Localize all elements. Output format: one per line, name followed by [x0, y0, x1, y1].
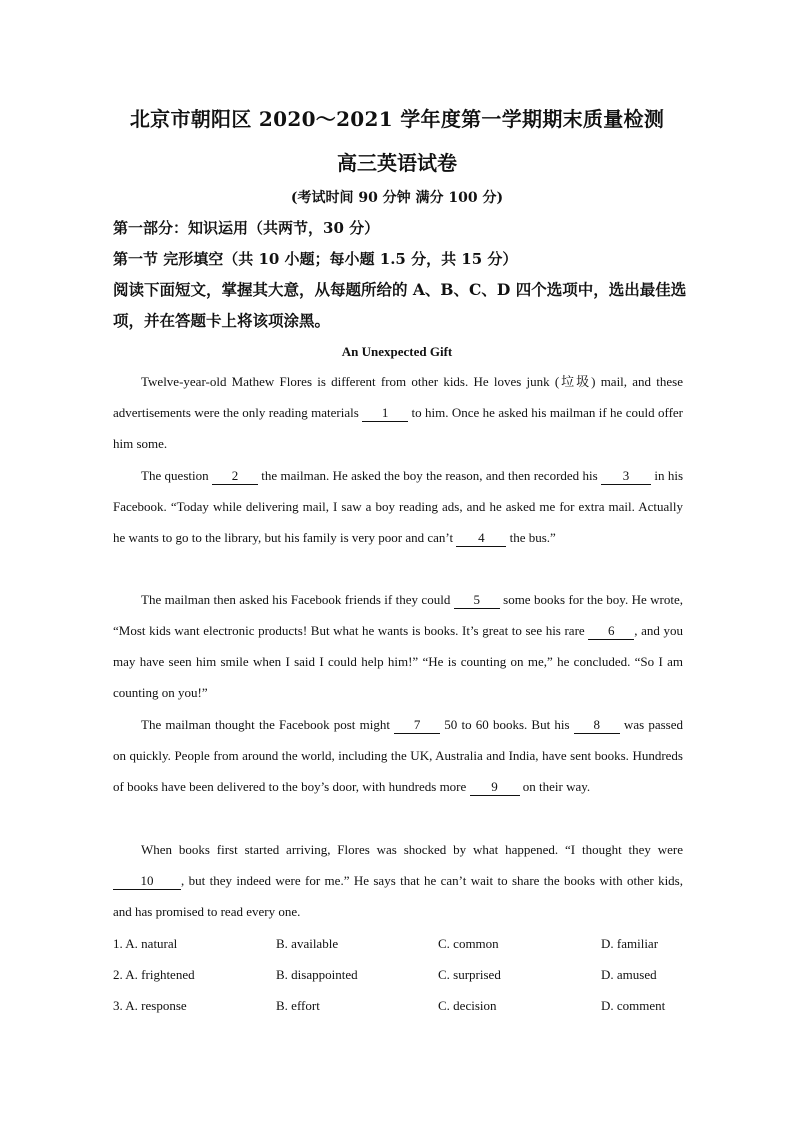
paragraph-text: on their way. — [519, 779, 591, 794]
paragraph-4 — [113, 709, 683, 802]
option-a: 2. A. frightened — [113, 967, 195, 982]
paragraph-text: 50 to 60 books. But his — [440, 717, 574, 732]
option-c: C. decision — [438, 998, 497, 1013]
paragraph-text: the mailman. He asked the boy the reason, and then recorded his — [257, 468, 602, 483]
option-d: D. familiar — [601, 936, 659, 951]
paragraph-text: some books for the boy. He wrote, “Most kids want electronic products! But what he wants is books. It’s great to see his rare — [113, 592, 684, 638]
passage-title: An Unexpected Gift — [341, 344, 453, 359]
paragraph-text: The question — [141, 468, 212, 483]
question-options — [113, 936, 683, 1029]
paragraph-5 — [113, 834, 683, 927]
blank-4: 4 — [456, 530, 506, 547]
paragraph-text: in his Facebook. “Today while delivering mail, I saw a boy reading ads, and he asked me for extra mail. Actually he wants to go to the library, but his family is very poor and can’t — [113, 468, 683, 545]
paragraph-text: The mailman thought the Facebook post might — [141, 717, 395, 732]
instructions: 阅读下面短文，掌握其大意，从每题所给的 A、B、C、D 四个选项中，选出最佳选项，并在答题卡上将该项涂黑。 — [113, 280, 687, 330]
paragraph-3 — [113, 584, 683, 708]
paragraph-text: When books first started arriving, Flores was shocked by what happened. “I thought they were — [141, 842, 683, 857]
option-b: B. effort — [276, 998, 320, 1013]
paragraph-1 — [113, 366, 683, 459]
blank-1: 1 — [362, 405, 408, 422]
blank-7: 7 — [394, 717, 440, 734]
option-a: 3. A. response — [113, 998, 187, 1013]
option-b: B. disappointed — [276, 967, 358, 982]
question-row — [113, 936, 683, 967]
part-heading: 第一部分：知识运用（共两节，30 分） — [113, 219, 380, 237]
paragraph-text: to him. Once he asked his mailman if he could offer him some. — [113, 405, 683, 451]
blank-5: 5 — [454, 592, 500, 609]
option-a: 1. A. natural — [113, 936, 178, 951]
option-d: D. comment — [601, 998, 666, 1013]
blank-8: 8 — [574, 717, 620, 734]
option-c: C. surprised — [438, 967, 501, 982]
paragraph-text: , and you may have seen him smile when I said I could help him!” “He is counting on me,” he concluded. “So I am counting on you!” — [113, 623, 683, 700]
blank-3: 3 — [601, 468, 651, 485]
paragraph-text: was passed on quickly. People from around the world, including the UK, Australia and India, have sent books. Hundreds of books have been delivered to the boy’s door, with hundreds more — [113, 717, 683, 794]
blank-6: 6 — [588, 623, 634, 640]
option-b: B. available — [276, 936, 339, 951]
question-row — [113, 967, 683, 998]
exam-info: (考试时间 90 分钟 满分 100 分) — [290, 190, 504, 206]
paragraph-2 — [113, 460, 683, 553]
question-row — [113, 998, 683, 1029]
option-c: C. common — [438, 936, 499, 951]
blank-10: 10 — [113, 873, 181, 890]
blank-2: 2 — [212, 468, 258, 485]
option-d: D. amused — [601, 967, 657, 982]
section-heading: 第一节 完形填空（共 10 小题；每小题 1.5 分，共 15 分） — [113, 250, 518, 268]
page-title: 北京市朝阳区 2020～2021 学年度第一学期期末质量检测 — [129, 107, 665, 131]
blank-9: 9 — [470, 779, 520, 796]
page-subtitle: 高三英语试卷 — [337, 151, 457, 175]
paragraph-text: The mailman then asked his Facebook friends if they could — [141, 592, 454, 607]
paragraph-text: Twelve-year-old Mathew Flores is different from other kids. He loves junk (垃圾) mail, and these advertisements were the only reading materials — [113, 374, 683, 420]
paragraph-text: the bus.” — [506, 530, 556, 545]
paragraph-text: , but they indeed were for me.” He says that he can’t wait to share the books with other kids, and has promised to read every one. — [113, 873, 683, 919]
